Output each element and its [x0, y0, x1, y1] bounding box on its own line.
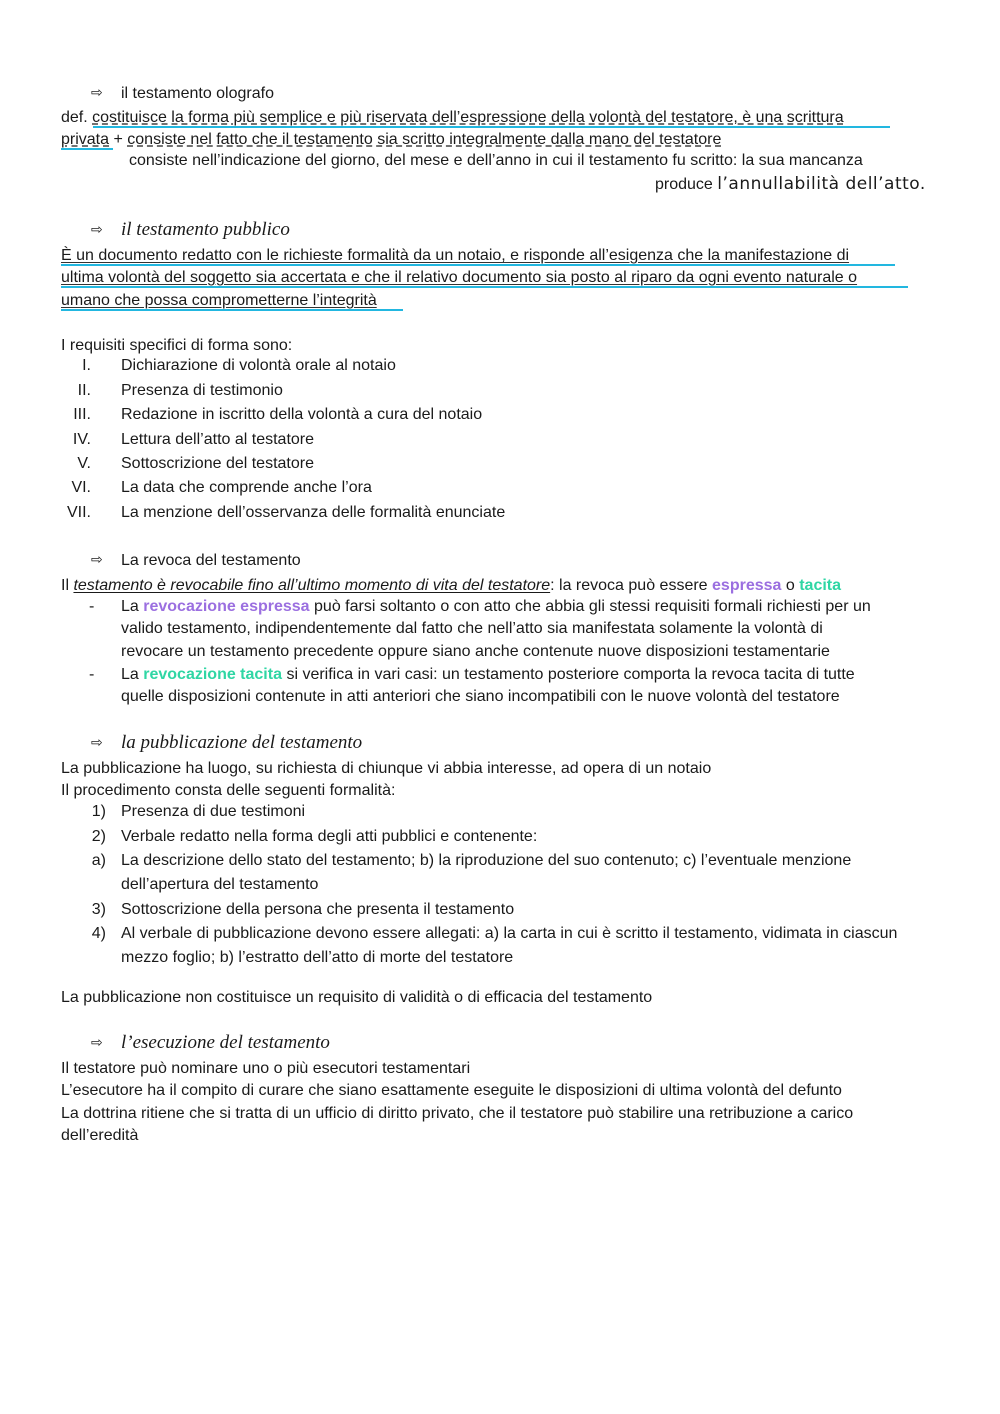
list-item-continuation: dell’apertura del testamento [121, 876, 319, 893]
list-marker: 3) [91, 901, 106, 918]
list-item: La menzione dell’osservanza delle formalità enunciate [121, 504, 506, 521]
revoca-bullet-1-line-2: valido testamento, indipendentemente dal fatto che nell’atto sia manifestata solamente la volontà di [121, 620, 823, 637]
revoca-bullet-2-line-2: quelle disposizioni contenute in atti anteriori che siano incompatibili con le nuove volontà del testatore [121, 688, 840, 705]
requisiti-intro: I requisiti specifici di forma sono: [61, 337, 293, 354]
arrow-icon: ⇨ [91, 552, 103, 568]
annullabilita-text: l’annullabilità dell’atto. [717, 174, 926, 194]
revoca-intro-rest: : la revoca può essere [550, 577, 708, 594]
blue-underline [61, 264, 895, 266]
date-line: consiste nell’indicazione del giorno, del mese e dell’anno in cui il testamento fu scritto: la sua mancanza [129, 152, 863, 169]
list-item: Al verbale di pubblicazione devono essere allegati: a) la carta in cui è scritto il testamento, vidimata in ciascun [121, 925, 898, 942]
revoca-bullet-1 [121, 598, 871, 616]
arrow-icon: ⇨ [91, 1035, 103, 1051]
blue-underline [61, 286, 908, 288]
def-text-1: costituisce la forma più semplice e più riservata dell’espressione della volontà del testatore, è una scrittura [92, 109, 844, 126]
pubblicazione-closing: La pubblicazione non costituisce un requisito di validità o di efficacia del testamento [61, 989, 653, 1006]
pubblicazione-line-1: La pubblicazione ha luogo, su richiesta di chiunque vi abbia interesse, ad opera di un notaio [61, 760, 712, 777]
bullet1-la: La [121, 598, 139, 615]
list-marker: 4) [91, 925, 106, 942]
list-marker: a) [91, 852, 106, 869]
bullet-dash: - [89, 598, 95, 615]
list-marker: I. [82, 357, 91, 374]
revoca-espressa-term: espressa [712, 577, 782, 594]
revoca-intro-main: testamento è revocabile fino all’ultimo momento di vita del testatore [73, 577, 551, 594]
esecuzione-line-1: Il testatore può nominare uno o più esecutori testamentari [61, 1060, 471, 1077]
arrow-icon: ⇨ [91, 85, 103, 101]
revoca-tacita-term: tacita [799, 577, 842, 594]
esecuzione-line-4: dell’eredità [61, 1127, 139, 1144]
def-text-privata: privata [61, 131, 110, 148]
arrow-icon: ⇨ [91, 735, 103, 751]
pubblico-para-1: È un documento redatto con le richieste formalità da un notaio, e risponde all’esigenza che la manifestazione di [61, 247, 850, 264]
heading-revoca: La revoca del testamento [121, 552, 301, 569]
list-marker: 1) [91, 803, 106, 820]
plus-sign: + [113, 131, 123, 148]
heading-testamento-pubblico: il testamento pubblico [121, 219, 290, 240]
revoca-intro-il: Il [61, 577, 69, 594]
revocazione-espressa-term: revocazione espressa [143, 598, 310, 615]
bullet-dash: - [89, 666, 95, 683]
list-item: La descrizione dello stato del testamento; b) la riproduzione del suo contenuto; c) l’eventuale menzione [121, 852, 852, 869]
revocazione-tacita-term: revocazione tacita [143, 666, 282, 683]
list-item: Dichiarazione di volontà orale al notaio [121, 357, 396, 374]
list-marker: 2) [91, 828, 106, 845]
list-item: Redazione in iscritto della volontà a cura del notaio [121, 406, 483, 423]
list-item: La data che comprende anche l’ora [121, 479, 372, 496]
pubblico-para-2: ultima volontà del soggetto sia accertata e che il relativo documento sia posto al riparo da ogni evento naturale o [61, 269, 858, 286]
bullet2-text: si verifica in vari casi: un testamento posteriore comporta la revoca tacita di tutte [286, 666, 855, 683]
list-item: Presenza di testimonio [121, 382, 283, 399]
heading-pubblicazione: la pubblicazione del testamento [121, 732, 363, 753]
esecuzione-line-3: La dottrina ritiene che si tratta di un ufficio di diritto privato, che il testatore può stabilire una retribuzione a carico [61, 1105, 854, 1122]
list-marker: III. [73, 406, 91, 423]
def-line-2 [61, 129, 721, 151]
list-marker: VI. [71, 479, 91, 496]
blue-underline [61, 148, 113, 150]
def-text-2: consiste nel fatto che il testamento sia scritto integralmente dalla mano del testatore [127, 131, 722, 148]
list-marker: IV. [72, 431, 91, 448]
list-item-continuation: mezzo foglio; b) l’estratto dell’atto di morte del testatore [121, 949, 514, 966]
blue-underline [93, 126, 890, 128]
list-marker: II. [77, 382, 91, 399]
list-item: Sottoscrizione del testatore [121, 455, 314, 472]
produce-line [655, 174, 926, 194]
bullet1-text: può farsi soltanto o con atto che abbia gli stessi requisiti formali richiesti per un [314, 598, 871, 615]
list-marker: V. [77, 455, 91, 472]
heading-esecuzione: l’esecuzione del testamento [121, 1032, 330, 1053]
list-item: Lettura dell’atto al testatore [121, 431, 315, 448]
revoca-o: o [785, 577, 795, 594]
revoca-bullet-1-line-3: revocare un testamento precedente oppure siano anche contenute nuove disposizioni testamentarie [121, 643, 830, 660]
esecuzione-line-2: L’esecutore ha il compito di curare che siano esattamente eseguite le disposizioni di ultima volontà del defunto [61, 1082, 842, 1099]
heading-testamento-olografo: il testamento olografo [121, 85, 274, 102]
list-item: Verbale redatto nella forma degli atti pubblici e contenente: [121, 828, 538, 845]
revoca-intro [61, 575, 841, 597]
pubblicazione-line-2: Il procedimento consta delle seguenti formalità: [61, 782, 396, 799]
revoca-bullet-2 [121, 666, 855, 684]
pubblico-para-3: umano che possa comprometterne l’integrità [61, 292, 377, 309]
arrow-icon: ⇨ [91, 222, 103, 238]
list-marker: VII. [66, 504, 91, 521]
blue-underline [61, 309, 403, 311]
produce-word: produce [655, 176, 713, 193]
bullet2-la: La [121, 666, 139, 683]
list-item: Presenza di due testimoni [121, 803, 306, 820]
def-prefix: def. [61, 109, 88, 126]
list-item: Sottoscrizione della persona che presenta il testamento [121, 901, 515, 918]
